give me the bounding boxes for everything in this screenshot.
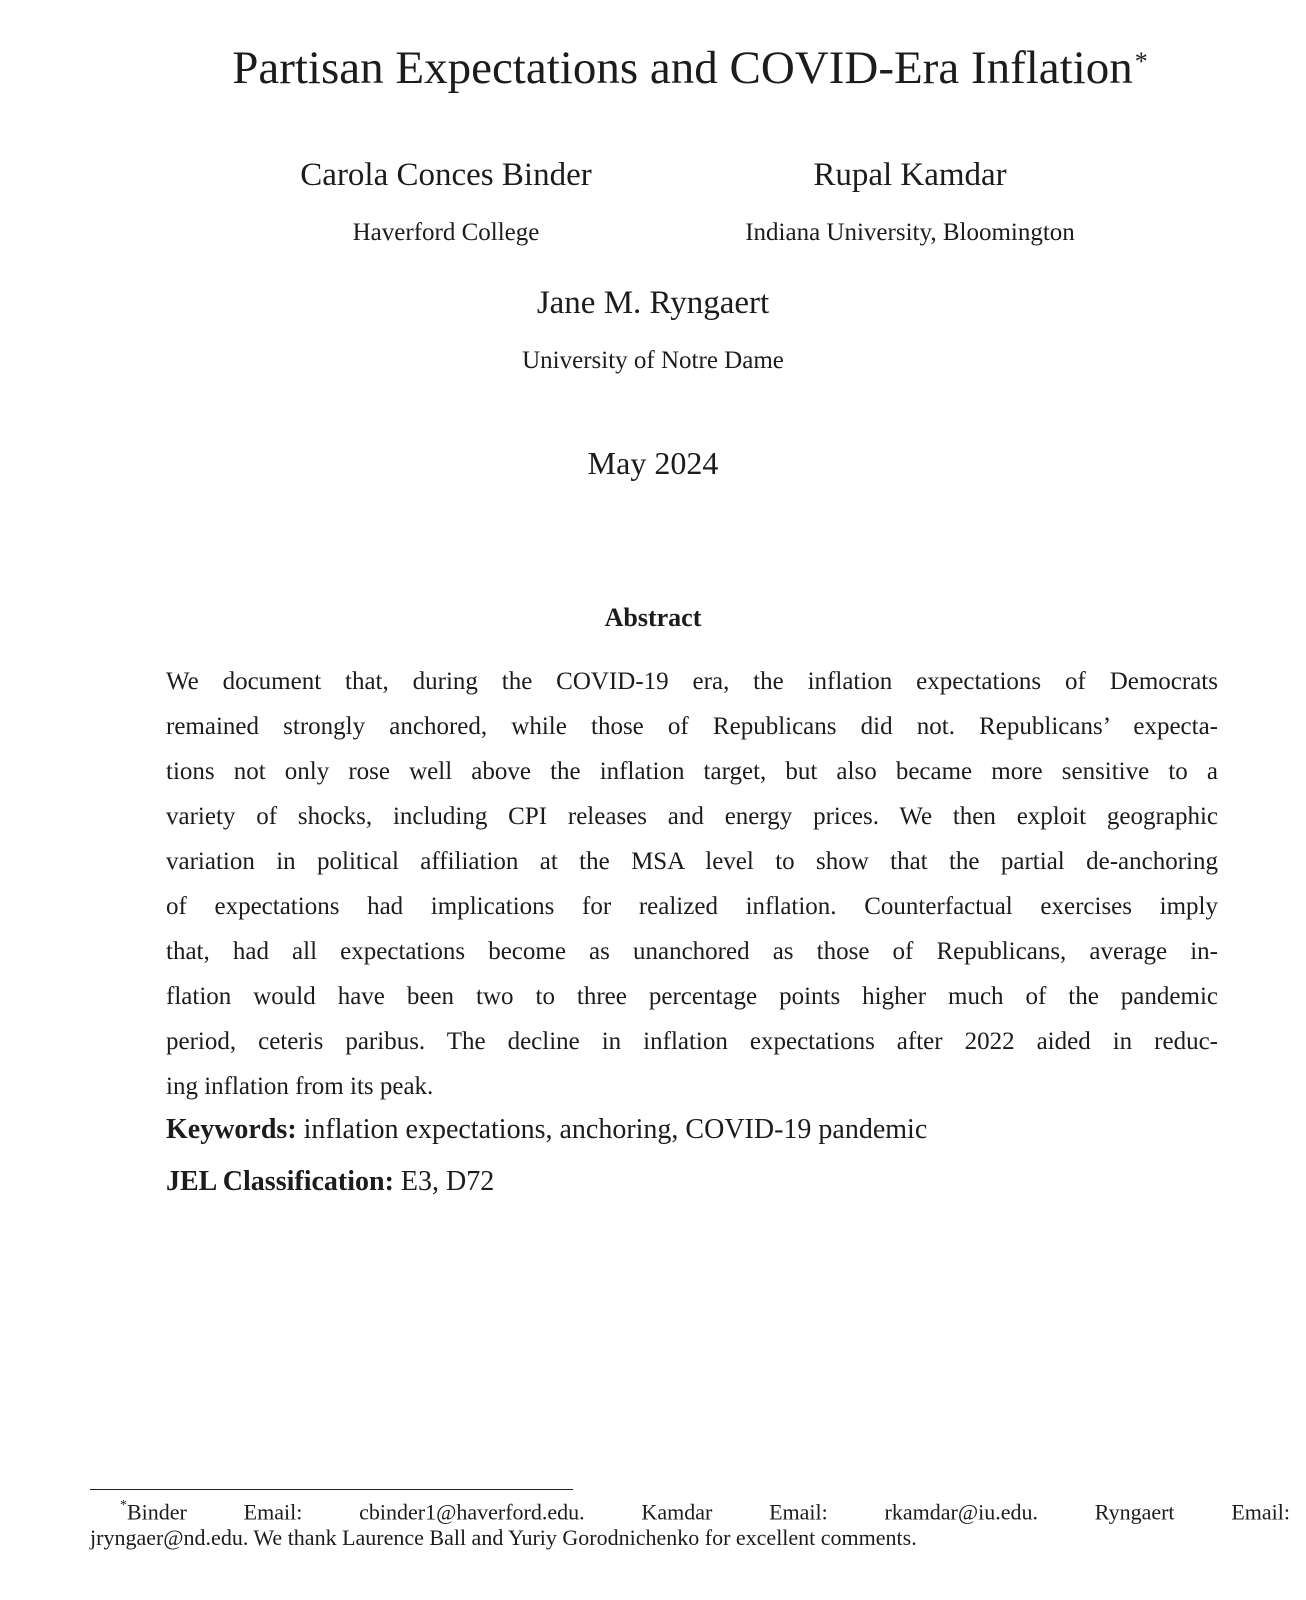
keywords-label: Keywords:: [166, 1114, 297, 1145]
jel-classification: [166, 1162, 1218, 1202]
abstract-line: We document that, during the COVID-19 era, the inflation expectations of Democrats: [166, 668, 1218, 695]
title-footnote-mark: *: [1134, 47, 1148, 76]
paper-title-text: Partisan Expectations and COVID-Era Inflation: [232, 42, 1133, 94]
author-name: Carola Conces Binder: [300, 157, 592, 193]
abstract-line: remained strongly anchored, while those of Republicans did not. Republicans’ expecta-: [166, 713, 1218, 740]
author-affiliation: Indiana University, Bloomington: [745, 219, 1075, 246]
abstract-line: variation in political affiliation at the MSA level to show that the partial de-anchoring: [166, 848, 1218, 875]
footnote-mark: *: [120, 1498, 127, 1513]
paper-title: [140, 38, 1240, 98]
abstract-line: tions not only rose well above the inflation target, but also became more sensitive to a: [166, 758, 1218, 785]
publication-date: May 2024: [587, 445, 719, 481]
abstract-heading: Abstract: [604, 603, 702, 632]
abstract-line: flation would have been two to three percentage points higher much of the pandemic: [166, 983, 1218, 1010]
author-name: Rupal Kamdar: [813, 157, 1007, 193]
footnote-line: jryngaer@nd.edu. We thank Laurence Ball and Yuriy Gorodnichenko for excellent comments.: [90, 1525, 917, 1550]
abstract-line: of expectations had implications for realized inflation. Counterfactual exercises imply: [166, 893, 1218, 920]
abstract-line: that, had all expectations become as unanchored as those of Republicans, average in-: [166, 938, 1218, 965]
footnote-line: [90, 1493, 1290, 1523]
abstract-line: variety of shocks, including CPI releases and energy prices. We then exploit geographic: [166, 803, 1218, 830]
author-affiliation: University of Notre Dame: [522, 347, 784, 374]
abstract-body: [166, 659, 1218, 1109]
jel-label: JEL Classification:: [166, 1166, 394, 1197]
author-affiliation: Haverford College: [352, 219, 540, 246]
abstract-line: ing inflation from its peak.: [166, 1073, 434, 1100]
footnote-line-1-text: Binder Email: cbinder1@haverford.edu. Kamdar Email: rkamdar@iu.edu. Ryngaert Email:: [127, 1499, 1290, 1525]
footnote: [90, 1493, 1290, 1553]
keywords-value: inflation expectations, anchoring, COVID-19 pandemic: [303, 1114, 928, 1145]
keywords: [166, 1110, 1218, 1150]
jel-value: E3, D72: [400, 1166, 495, 1197]
abstract-line: period, ceteris paribus. The decline in inflation expectations after 2022 aided in reduc-: [166, 1028, 1218, 1055]
footnote-divider: [90, 1489, 573, 1490]
author-name: Jane M. Ryngaert: [536, 285, 770, 321]
